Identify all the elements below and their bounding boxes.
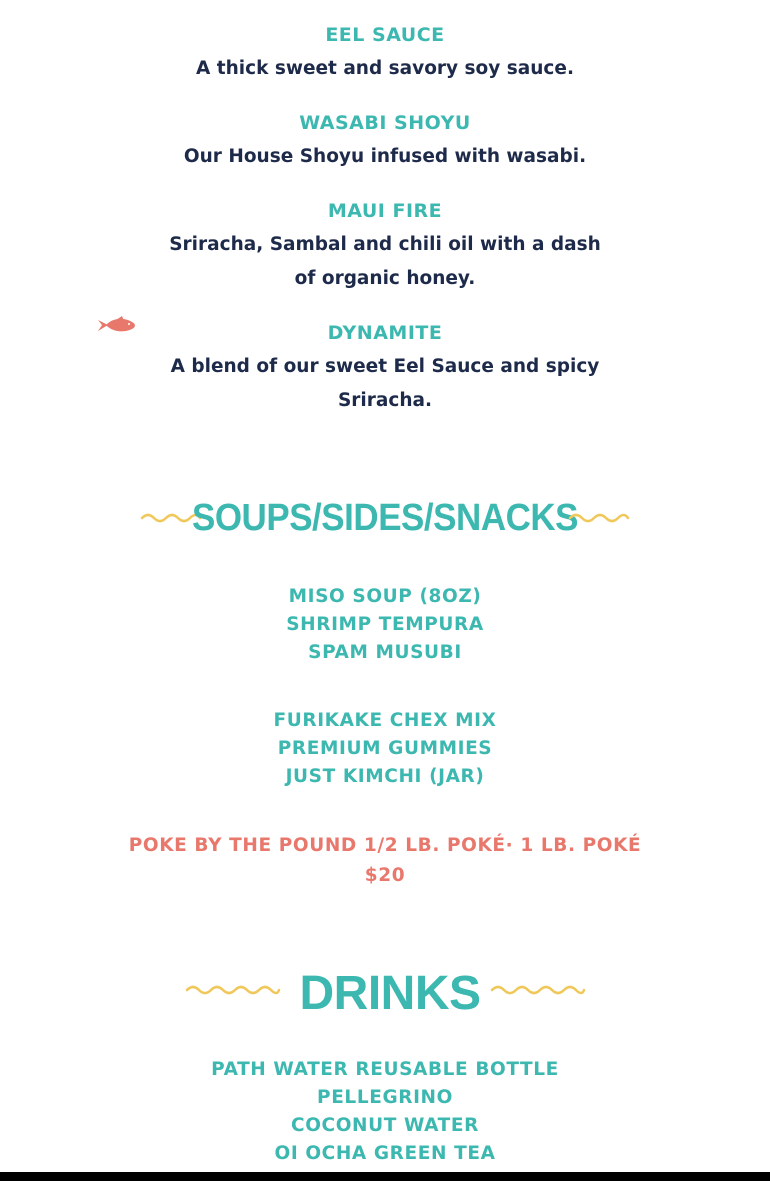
wave-decoration-icon (490, 983, 586, 997)
drink-item: PATH WATER REUSABLE BOTTLE (211, 1059, 559, 1080)
drink-item: COCONUT WATER (291, 1115, 479, 1136)
sauce-desc-eel: A thick sweet and savory soy sauce. (196, 58, 574, 79)
drink-item: PELLEGRINO (317, 1087, 453, 1108)
sauce-name-wasabi-shoyu: WASABI SHOYU (299, 112, 471, 134)
sauce-name-maui-fire: MAUI FIRE (327, 200, 443, 222)
menu-item: SHRIMP TEMPURA (286, 614, 484, 635)
poke-price: $20 (364, 865, 406, 886)
poke-by-the-pound: POKE BY THE POUND 1/2 LB. POKÉ· 1 LB. POKÉ (128, 835, 642, 856)
drink-item: OI OCHA GREEN TEA (274, 1143, 496, 1164)
sauce-desc-wasabi-shoyu: Our House Shoyu infused with wasabi. (183, 146, 587, 167)
section-title-soups-sides-snacks: SOUPS/SIDES/SNACKS (191, 497, 579, 539)
wave-decoration-icon (568, 511, 630, 525)
sauce-desc-maui-fire: Sriracha, Sambal and chili oil with a dash of organic honey. (169, 234, 601, 289)
sauce-desc-dynamite: A blend of our sweet Eel Sauce and spicy Sriracha. (170, 356, 600, 411)
menu-item: MISO SOUP (8OZ) (288, 586, 482, 607)
menu-item: FURIKAKE CHEX MIX (273, 710, 497, 731)
sauce-name-dynamite: DYNAMITE (327, 322, 443, 344)
bottom-edge-bar (0, 1172, 770, 1181)
sauce-name-eel: EEL SAUCE (325, 24, 445, 46)
menu-item: JUST KIMCHI (JAR) (285, 766, 485, 787)
menu-item: PREMIUM GUMMIES (277, 738, 493, 759)
menu-item: SPAM MUSUBI (308, 642, 462, 663)
section-title-drinks: DRINKS (299, 967, 481, 1020)
